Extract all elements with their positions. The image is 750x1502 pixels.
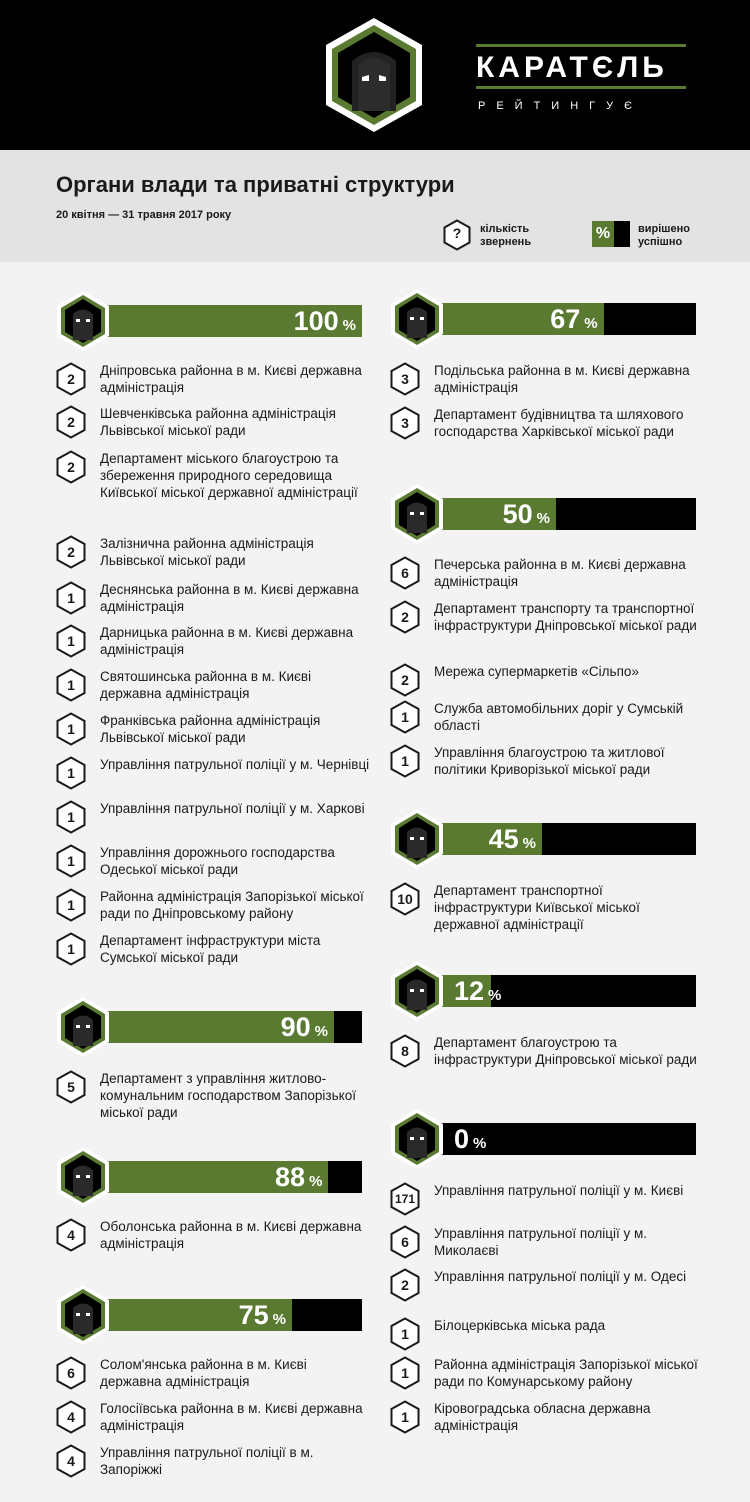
request-count: 1 [401,1409,409,1425]
request-count: 2 [67,459,75,475]
karatel-hex-icon [390,288,444,350]
group-header [390,483,696,543]
request-count: 3 [401,415,409,431]
organization-name: Мережа супермаркетів «Сільпо» [434,664,639,679]
percent-symbol: % [473,1135,487,1152]
organization-name: Департамент з управління житлово-комунальним господарством Запорізької міської ради [100,1071,356,1120]
organization-name: Управління благоустрою та житлової політики Криворізької міської ради [434,745,665,777]
rating-group-100 [56,290,362,350]
group-header [56,996,362,1056]
header [0,0,750,150]
organization-name: Шевченківська районна адміністрація Львівської міської ради [100,406,336,438]
percent-value: 50 [502,499,533,529]
organization-name: Оболонська районна в м. Києві державна адміністрація [100,1219,362,1251]
request-count: 5 [67,1079,75,1095]
request-count: 10 [397,891,413,907]
organization-name: Районна адміністрація Запорізької міської ради по Дніпровському району [100,889,364,921]
organization-name: Управління дорожнього господарства Одеської міської ради [100,845,335,877]
brand-line-bottom [476,86,686,89]
karatel-hex-icon [390,483,444,545]
organization-name: Подільська районна в м. Києві державна адміністрація [434,363,690,395]
request-count: 1 [67,590,75,606]
request-count: 171 [394,1192,416,1206]
rating-group-45 [390,808,696,868]
brand-subtitle: РЕЙТИНГУЄ [478,100,643,112]
group-header [390,1108,696,1168]
request-count: 8 [401,1043,409,1059]
percent-value: 45 [488,824,519,854]
organization-name: Білоцерківська міська рада [434,1318,606,1333]
request-count: 3 [401,371,409,387]
karatel-hex-icon [56,1146,110,1208]
organization-name: Голосіївська районна в м. Києві державна адміністрація [100,1401,363,1433]
percent-label [550,303,603,335]
request-count: 1 [67,677,75,693]
percent-label [294,305,362,337]
request-count: 1 [67,765,75,781]
organization-name: Служба автомобільних доріг у Сумській області [434,701,684,733]
progress-bar [82,1299,362,1331]
rating-group-90 [56,996,362,1056]
organization-name: Франківська районна адміністрація Львівської міської ради [100,713,321,745]
request-count: 4 [67,1227,75,1243]
percent-symbol: % [488,987,502,1004]
request-count: 6 [401,565,409,581]
brand-line [476,44,686,47]
percent-value: 12 [454,976,485,1006]
request-count: 1 [67,633,75,649]
group-header [56,290,362,350]
request-count: 1 [67,809,75,825]
rating-group-67 [390,288,696,348]
request-count: 2 [67,414,75,430]
organization-name: Залізнична районна адміністрація Львівської міської ради [100,536,314,568]
page-title: Органи влади та приватні структури [56,172,455,197]
legend-pct-bar [592,221,630,247]
request-count: 1 [67,853,75,869]
karatel-hex-icon [390,960,444,1022]
organization-name: Солом'янська районна в м. Києві державна адміністрація [100,1357,307,1389]
organization-name: Печерська районна в м. Києві державна адміністрація [434,557,686,589]
request-count: 6 [401,1234,409,1250]
percent-label [239,1299,292,1331]
legend-count-label-1: кількість [480,223,530,235]
percent-symbol: % [536,510,550,527]
group-header [56,1284,362,1344]
rating-group-12 [390,960,696,1020]
progress-bar [416,498,696,530]
legend-pct-label-1: вирішено [638,223,690,235]
karatel-logo-icon [322,15,426,135]
legend-count-label [480,223,531,249]
organization-name: Департамент транспортної інфраструктури Київської міської державної адміністрації [434,883,640,932]
karatel-hex-icon [390,1108,444,1170]
organization-name: Дніпровська районна в м. Києві державна адміністрація [100,363,362,395]
request-count: 1 [67,897,75,913]
organization-name: Управління патрульної поліції у м. Харкові [100,801,365,816]
rating-group-0 [390,1108,696,1168]
organization-name: Дарницька районна в м. Києві державна адміністрація [100,625,354,657]
progress-bar [416,1123,696,1155]
request-count: 4 [67,1453,75,1469]
organization-name: Управління патрульної поліції у м. Одесі [434,1269,687,1284]
request-count: 1 [401,709,409,725]
percent-symbol: % [309,1173,323,1190]
request-count: 4 [67,1409,75,1425]
progress-bar [416,823,696,855]
legend-count-symbol: ? [452,225,462,241]
percent-label [275,1161,328,1193]
brand-title: КАРАТЄЛЬ [476,51,668,84]
request-count: 2 [67,371,75,387]
percent-label [281,1011,334,1043]
percent-symbol: % [522,835,536,852]
organization-name: Управління патрульної поліції в м. Запоріжжі [100,1445,314,1477]
karatel-hex-icon [56,290,110,352]
percent-label [454,975,507,1007]
organization-name: Департамент благоустрою та інфраструктури Дніпровської міської ради [434,1035,697,1067]
group-header [56,1146,362,1206]
date-range: 20 квітня — 31 травня 2017 року [56,209,232,221]
progress-bar [82,305,362,337]
request-count: 2 [401,609,409,625]
legend-pct-symbol: % [592,221,614,247]
organization-name: Кіровоградська обласна державна адміністрація [434,1401,651,1433]
percent-label [454,1123,492,1155]
progress-bar [82,1161,362,1193]
request-count: 1 [67,941,75,957]
organization-name: Управління патрульної поліції у м. Чернівці [100,757,370,772]
percent-symbol: % [272,1311,286,1328]
request-count: 2 [401,1277,409,1293]
rating-group-75 [56,1284,362,1344]
organization-name: Управління патрульної поліції у м. Києві [434,1183,684,1198]
percent-value: 100 [293,306,339,336]
group-header [390,288,696,348]
percent-symbol: % [342,317,356,334]
request-count: 1 [67,721,75,737]
organization-name: Департамент інфраструктури міста Сумської міської ради [100,933,321,965]
percent-value: 75 [238,1300,269,1330]
group-header [390,808,696,868]
karatel-hex-icon [56,996,110,1058]
organization-name: Департамент міського благоустрою та збереження природного середовища Київської міської державної адміністрації [100,451,358,500]
request-count: 2 [67,544,75,560]
request-count: 1 [401,1365,409,1381]
request-count: 1 [401,1326,409,1342]
percent-symbol: % [314,1023,328,1040]
progress-bar [82,1011,362,1043]
percent-value: 90 [280,1012,311,1042]
organization-name: Управління патрульної поліції у м. Миколаєві [434,1226,648,1258]
organization-name: Деснянська районна в м. Києві державна адміністрація [100,582,359,614]
legend-count-label-2: звернень [480,236,532,248]
legend-pct-label-2: успішно [638,236,683,248]
title-band [0,150,750,262]
organization-name: Районна адміністрація Запорізької міської ради по Комунарському району [434,1357,698,1389]
percent-label [503,498,556,530]
percent-value: 0 [454,1124,470,1154]
request-count: 1 [401,753,409,769]
organization-name: Департамент транспорту та транспортної інфраструктури Дніпровської міської ради [434,601,697,633]
percent-label [489,823,542,855]
rating-group-88 [56,1146,362,1206]
organization-name: Департамент будівництва та шляхового господарства Харківської міської ради [434,407,684,439]
percent-value: 88 [275,1162,306,1192]
progress-bar [416,975,696,1007]
organization-name: Святошинська районна в м. Києві державна адміністрація [100,669,312,701]
request-count: 2 [401,672,409,688]
karatel-hex-icon [56,1284,110,1346]
percent-value: 67 [550,304,581,334]
karatel-hex-icon [390,808,444,870]
progress-bar [416,303,696,335]
brand [476,44,686,112]
group-header [390,960,696,1020]
percent-symbol: % [584,315,598,332]
legend-pct-label [638,223,690,249]
request-count: 6 [67,1365,75,1381]
rating-group-50 [390,483,696,543]
